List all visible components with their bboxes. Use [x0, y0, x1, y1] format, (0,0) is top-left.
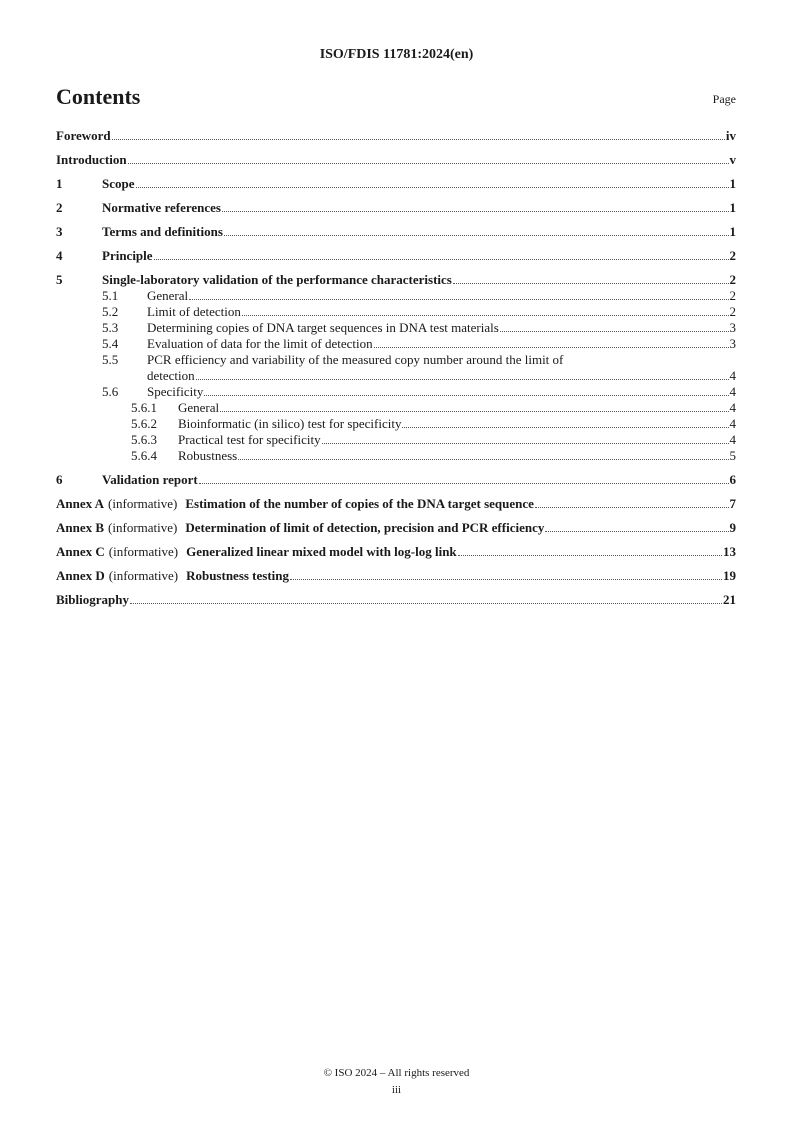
toc-entry-title: Single-laboratory validation of the performance characteristics [102, 272, 452, 287]
dotted-leader [238, 459, 728, 460]
dotted-leader [130, 603, 722, 604]
toc-entry-title: Limit of detection [147, 304, 241, 319]
toc-entry-number: 5.3 [102, 320, 119, 335]
dotted-leader [374, 347, 729, 348]
dotted-leader [242, 315, 729, 316]
dotted-leader [322, 443, 729, 444]
dotted-leader [154, 259, 729, 260]
toc-entry[interactable] [56, 432, 736, 448]
toc-entry-title: Evaluation of data for the limit of detection [147, 336, 373, 351]
toc-entry-page[interactable]: 4 [729, 384, 736, 399]
copyright-footer: © ISO 2024 – All rights reserved [323, 1067, 470, 1079]
toc-entry[interactable] [56, 272, 736, 288]
toc-entry[interactable] [56, 128, 736, 144]
page-number: iii [391, 1084, 402, 1096]
toc-annex-informative: (informative) [108, 520, 178, 535]
toc-entry[interactable] [56, 200, 736, 216]
dotted-leader [196, 379, 729, 380]
toc-entry-number: 2 [56, 200, 63, 215]
toc-entry-page[interactable]: 4 [729, 400, 736, 415]
toc-annex-label: Annex D [56, 568, 105, 583]
toc-entry-page[interactable]: 2 [729, 248, 736, 263]
toc-entry-page[interactable]: 9 [729, 520, 736, 535]
toc-entry[interactable] [56, 448, 736, 464]
toc-entry-title: General [178, 400, 220, 415]
toc-entry[interactable] [56, 520, 736, 536]
toc-entry-number: 5.6.3 [131, 432, 157, 447]
toc-entry-title: PCR efficiency and variability of the measured copy number around the limit of [147, 352, 564, 367]
toc-entry-page[interactable]: 19 [723, 568, 736, 583]
toc-annex-informative: (informative) [108, 568, 179, 583]
toc-entry-title: Robustness [178, 448, 238, 463]
toc-entry-title: Determination of limit of detection, precision and PCR efficiency [185, 520, 545, 535]
page-title: Contents [56, 84, 141, 109]
toc-entry-title: Practical test for specificity [178, 432, 321, 447]
toc-entry[interactable] [56, 416, 736, 432]
dotted-leader [199, 483, 729, 484]
toc-entry[interactable] [56, 320, 736, 336]
dotted-leader [112, 139, 725, 140]
toc-entry-title: Bioinformatic (in silico) test for specificity [178, 416, 402, 431]
toc-entry-page[interactable]: 1 [729, 200, 736, 215]
toc-entry-page[interactable]: 4 [729, 368, 736, 383]
toc-entry[interactable] [56, 384, 736, 400]
toc-entry-number: 5.1 [102, 288, 119, 303]
toc-entry[interactable] [56, 288, 736, 304]
dotted-leader [136, 187, 729, 188]
toc-entry-title: Terms and definitions [102, 224, 223, 239]
dotted-leader [545, 531, 728, 532]
toc-entry[interactable] [56, 400, 736, 416]
toc-entry[interactable] [56, 472, 736, 488]
toc-entry-page[interactable]: iv [725, 128, 736, 143]
toc-entry-title: Estimation of the number of copies of the DNA target sequence [185, 496, 534, 511]
toc-entry-title: Determining copies of DNA target sequences in DNA test materials [147, 320, 499, 335]
toc-entry-number: 5.6.2 [131, 416, 157, 431]
toc-entry-page[interactable]: 1 [729, 176, 736, 191]
toc-entry[interactable] [56, 368, 736, 384]
toc-entry-title: Specificity [147, 384, 204, 399]
toc-entry-page[interactable]: 21 [723, 592, 736, 607]
dotted-leader [500, 331, 729, 332]
toc-entry-page[interactable]: 5 [729, 448, 736, 463]
toc-entry-page[interactable]: 4 [729, 432, 736, 447]
toc-entry-page[interactable]: 2 [729, 272, 736, 287]
toc-entry-page[interactable]: 2 [729, 304, 736, 319]
toc-entry[interactable] [56, 592, 736, 608]
toc-entry-title: Bibliography [56, 592, 129, 607]
toc-entry-title: Normative references [102, 200, 221, 215]
toc-entry-number: 3 [56, 224, 63, 239]
toc-entry[interactable] [56, 568, 736, 584]
toc-annex-label: Annex C [56, 544, 105, 559]
toc-entry-title: Foreword [56, 128, 111, 143]
toc-entry[interactable] [56, 336, 736, 352]
toc-entry-number: 5.2 [102, 304, 119, 319]
dotted-leader [128, 163, 729, 164]
toc-entry-page[interactable]: 7 [729, 496, 736, 511]
toc-entry[interactable] [56, 496, 736, 512]
toc-entry-title-continued: detection [147, 368, 195, 383]
toc-entry-title: General [147, 288, 189, 303]
toc-annex-label: Annex A [56, 496, 105, 511]
toc-entry-title: Scope [102, 176, 135, 191]
toc-entry-title: Principle [102, 248, 153, 263]
dotted-leader [220, 411, 728, 412]
dotted-leader [204, 395, 728, 396]
toc-entry-number: 5.6.4 [131, 448, 157, 463]
toc-entry-title: Validation report [102, 472, 198, 487]
toc-entry-title: Robustness testing [186, 568, 290, 583]
toc-entry-number: 6 [56, 472, 63, 487]
dotted-leader [402, 427, 728, 428]
toc-entry-number: 5.6.1 [131, 400, 157, 415]
toc-entry-number: 5.4 [102, 336, 119, 351]
document-header: ISO/FDIS 11781:2024(en) [319, 47, 474, 62]
toc-entry-number: 5.5 [102, 352, 119, 367]
toc-entry[interactable] [56, 248, 736, 264]
dotted-leader [290, 579, 722, 580]
dotted-leader [453, 283, 729, 284]
page-column-label: Page [712, 92, 736, 106]
toc-annex-label: Annex B [56, 520, 105, 535]
toc-entry-title: Generalized linear mixed model with log-log link [186, 544, 457, 559]
toc-entry[interactable] [56, 224, 736, 240]
toc-entry-page[interactable]: v [729, 152, 736, 167]
toc-annex-informative: (informative) [108, 544, 179, 559]
dotted-leader [189, 299, 728, 300]
toc-entry-number: 5 [56, 272, 63, 287]
toc-annex-informative: (informative) [108, 496, 178, 511]
toc-entry-page[interactable]: 13 [723, 544, 736, 559]
toc-entry[interactable] [56, 152, 736, 168]
toc-entry-number: 1 [56, 176, 63, 191]
table-of-contents [56, 128, 736, 608]
toc-entry-page[interactable]: 6 [729, 472, 736, 487]
toc-entry[interactable] [56, 352, 736, 368]
dotted-leader [224, 235, 729, 236]
toc-entry[interactable] [56, 176, 736, 192]
toc-entry-page[interactable]: 2 [729, 288, 736, 303]
toc-entry[interactable] [56, 304, 736, 320]
toc-entry[interactable] [56, 544, 736, 560]
toc-entry-title: Introduction [56, 152, 127, 167]
dotted-leader [458, 555, 722, 556]
toc-entry-number: 4 [56, 248, 63, 263]
toc-entry-page[interactable]: 1 [729, 224, 736, 239]
dotted-leader [222, 211, 729, 212]
dotted-leader [535, 507, 729, 508]
toc-entry-page[interactable]: 3 [729, 336, 736, 351]
toc-entry-page[interactable]: 4 [729, 416, 736, 431]
toc-entry-page[interactable]: 3 [729, 320, 736, 335]
toc-entry-number: 5.6 [102, 384, 119, 399]
